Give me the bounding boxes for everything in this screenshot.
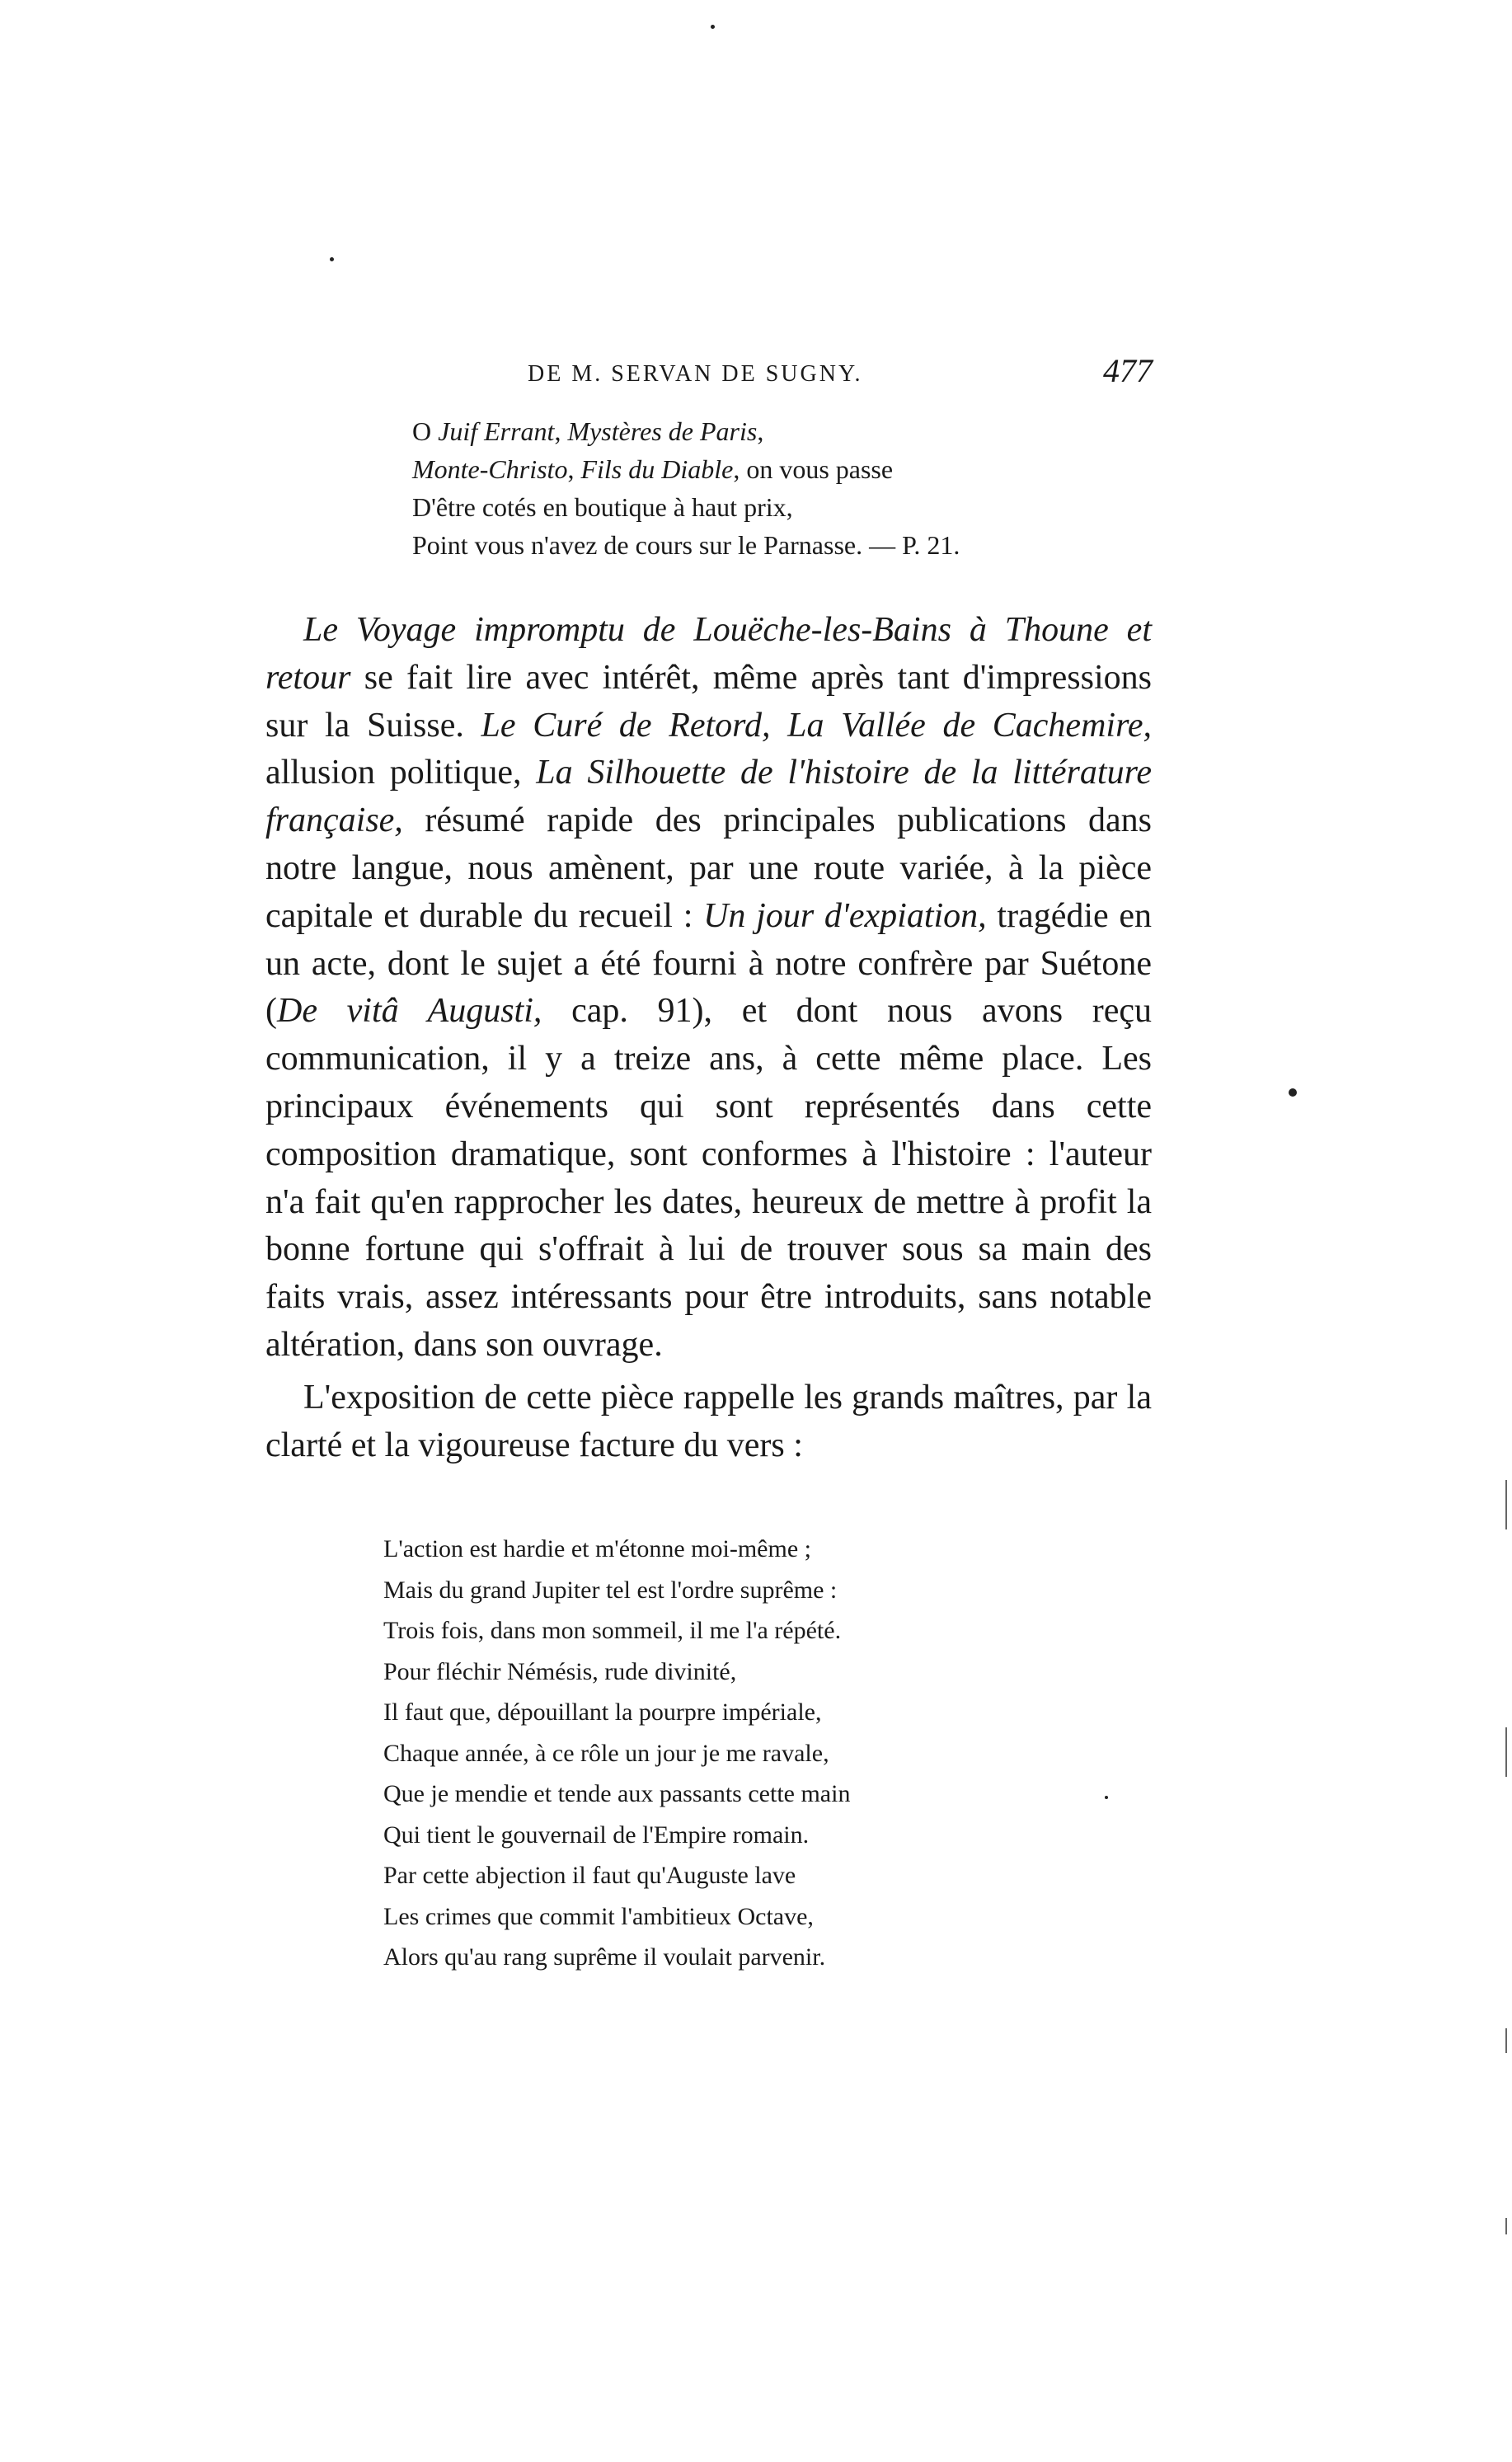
verse-line: Il faut que, dépouillant la pourpre impériale, (383, 1698, 822, 1726)
epigraph-line: Point vous n'avez de cours sur le Parnasse. — P. 21. (412, 530, 960, 560)
page-number: 477 (1103, 352, 1153, 389)
body-text (265, 607, 1152, 1469)
verse-line: L'action est hardie et m'étonne moi-même ; (383, 1535, 811, 1562)
paragraph-exposition: L'exposition de cette pièce rappelle les grands maîtres, par la clarté et la vigoureuse facture du vers : (265, 1378, 1152, 1464)
scan-speck (330, 257, 334, 261)
verse-line: Pour fléchir Némésis, rude divinité, (383, 1657, 737, 1685)
epigraph-line: Monte-Christo, Fils du Diable, on vous passe (412, 454, 894, 484)
scan-edge-mark (1505, 1727, 1507, 1777)
quoted-verse (383, 1529, 850, 1978)
verse-line: Par cette abjection il faut qu'Auguste lave (383, 1862, 796, 1889)
scan-edge-mark (1505, 2028, 1507, 2053)
scan-speck (1289, 1088, 1297, 1097)
verse-line: Chaque année, à ce rôle un jour je me ravale, (383, 1739, 829, 1767)
verse-line: Mais du grand Jupiter tel est l'ordre suprême : (383, 1576, 838, 1604)
verse-line: Les crimes que commit l'ambitieux Octave, (383, 1902, 814, 1930)
scan-edge-mark (1505, 1480, 1507, 1529)
verse-line: Qui tient le gouvernail de l'Empire romain. (383, 1821, 810, 1849)
verse-line: Que je mendie et tende aux passants cette main (383, 1780, 851, 1807)
running-title: DE M. SERVAN DE SUGNY. (528, 361, 863, 387)
verse-line: Alors qu'au rang suprême il voulait parvenir. (383, 1943, 826, 1971)
verse-line: Trois fois, dans mon sommeil, il me l'a répété. (383, 1617, 842, 1644)
scan-speck (711, 25, 715, 29)
paragraph-voyage: Le Voyage impromptu de Louëche-les-Bains à Thoune et retour se fait lire avec intérêt, même après tant d'impressions sur la Suisse. Le Curé de Retord, La Vallée de Cachemire, allusion politique, La Silhouette de l'histoire de la littérature française, résumé rapide des principales publications dans notre langue, nous amènent, par une route variée, à la pièce capitale et durable du recueil : Un jour d'expiation, tragédie en un acte, dont le sujet a été fourni à notre confrère par Suétone (De vitâ Augusti, cap. 91), et dont nous avons reçu communication, il y a treize ans, à cette même place. Les principaux événements qui sont représentés dans cette composition dramatique, sont conformes à l'histoire : l'auteur n'a fait qu'en rapprocher les dates, heureux de mettre à profit la bonne fortune qui s'offrait à lui de trouver sous sa main des faits vrais, assez intéressants pour être introduits, sans notable altération, dans son ouvrage. (265, 611, 1153, 1364)
epigraph-line: O Juif Errant, Mystères de Paris, (412, 416, 764, 446)
scan-edge-mark (1505, 2218, 1507, 2234)
epigraph-line: D'être cotés en boutique à haut prix, (412, 492, 793, 522)
scan-speck (1105, 1796, 1108, 1799)
epigraph-verse (412, 412, 960, 564)
